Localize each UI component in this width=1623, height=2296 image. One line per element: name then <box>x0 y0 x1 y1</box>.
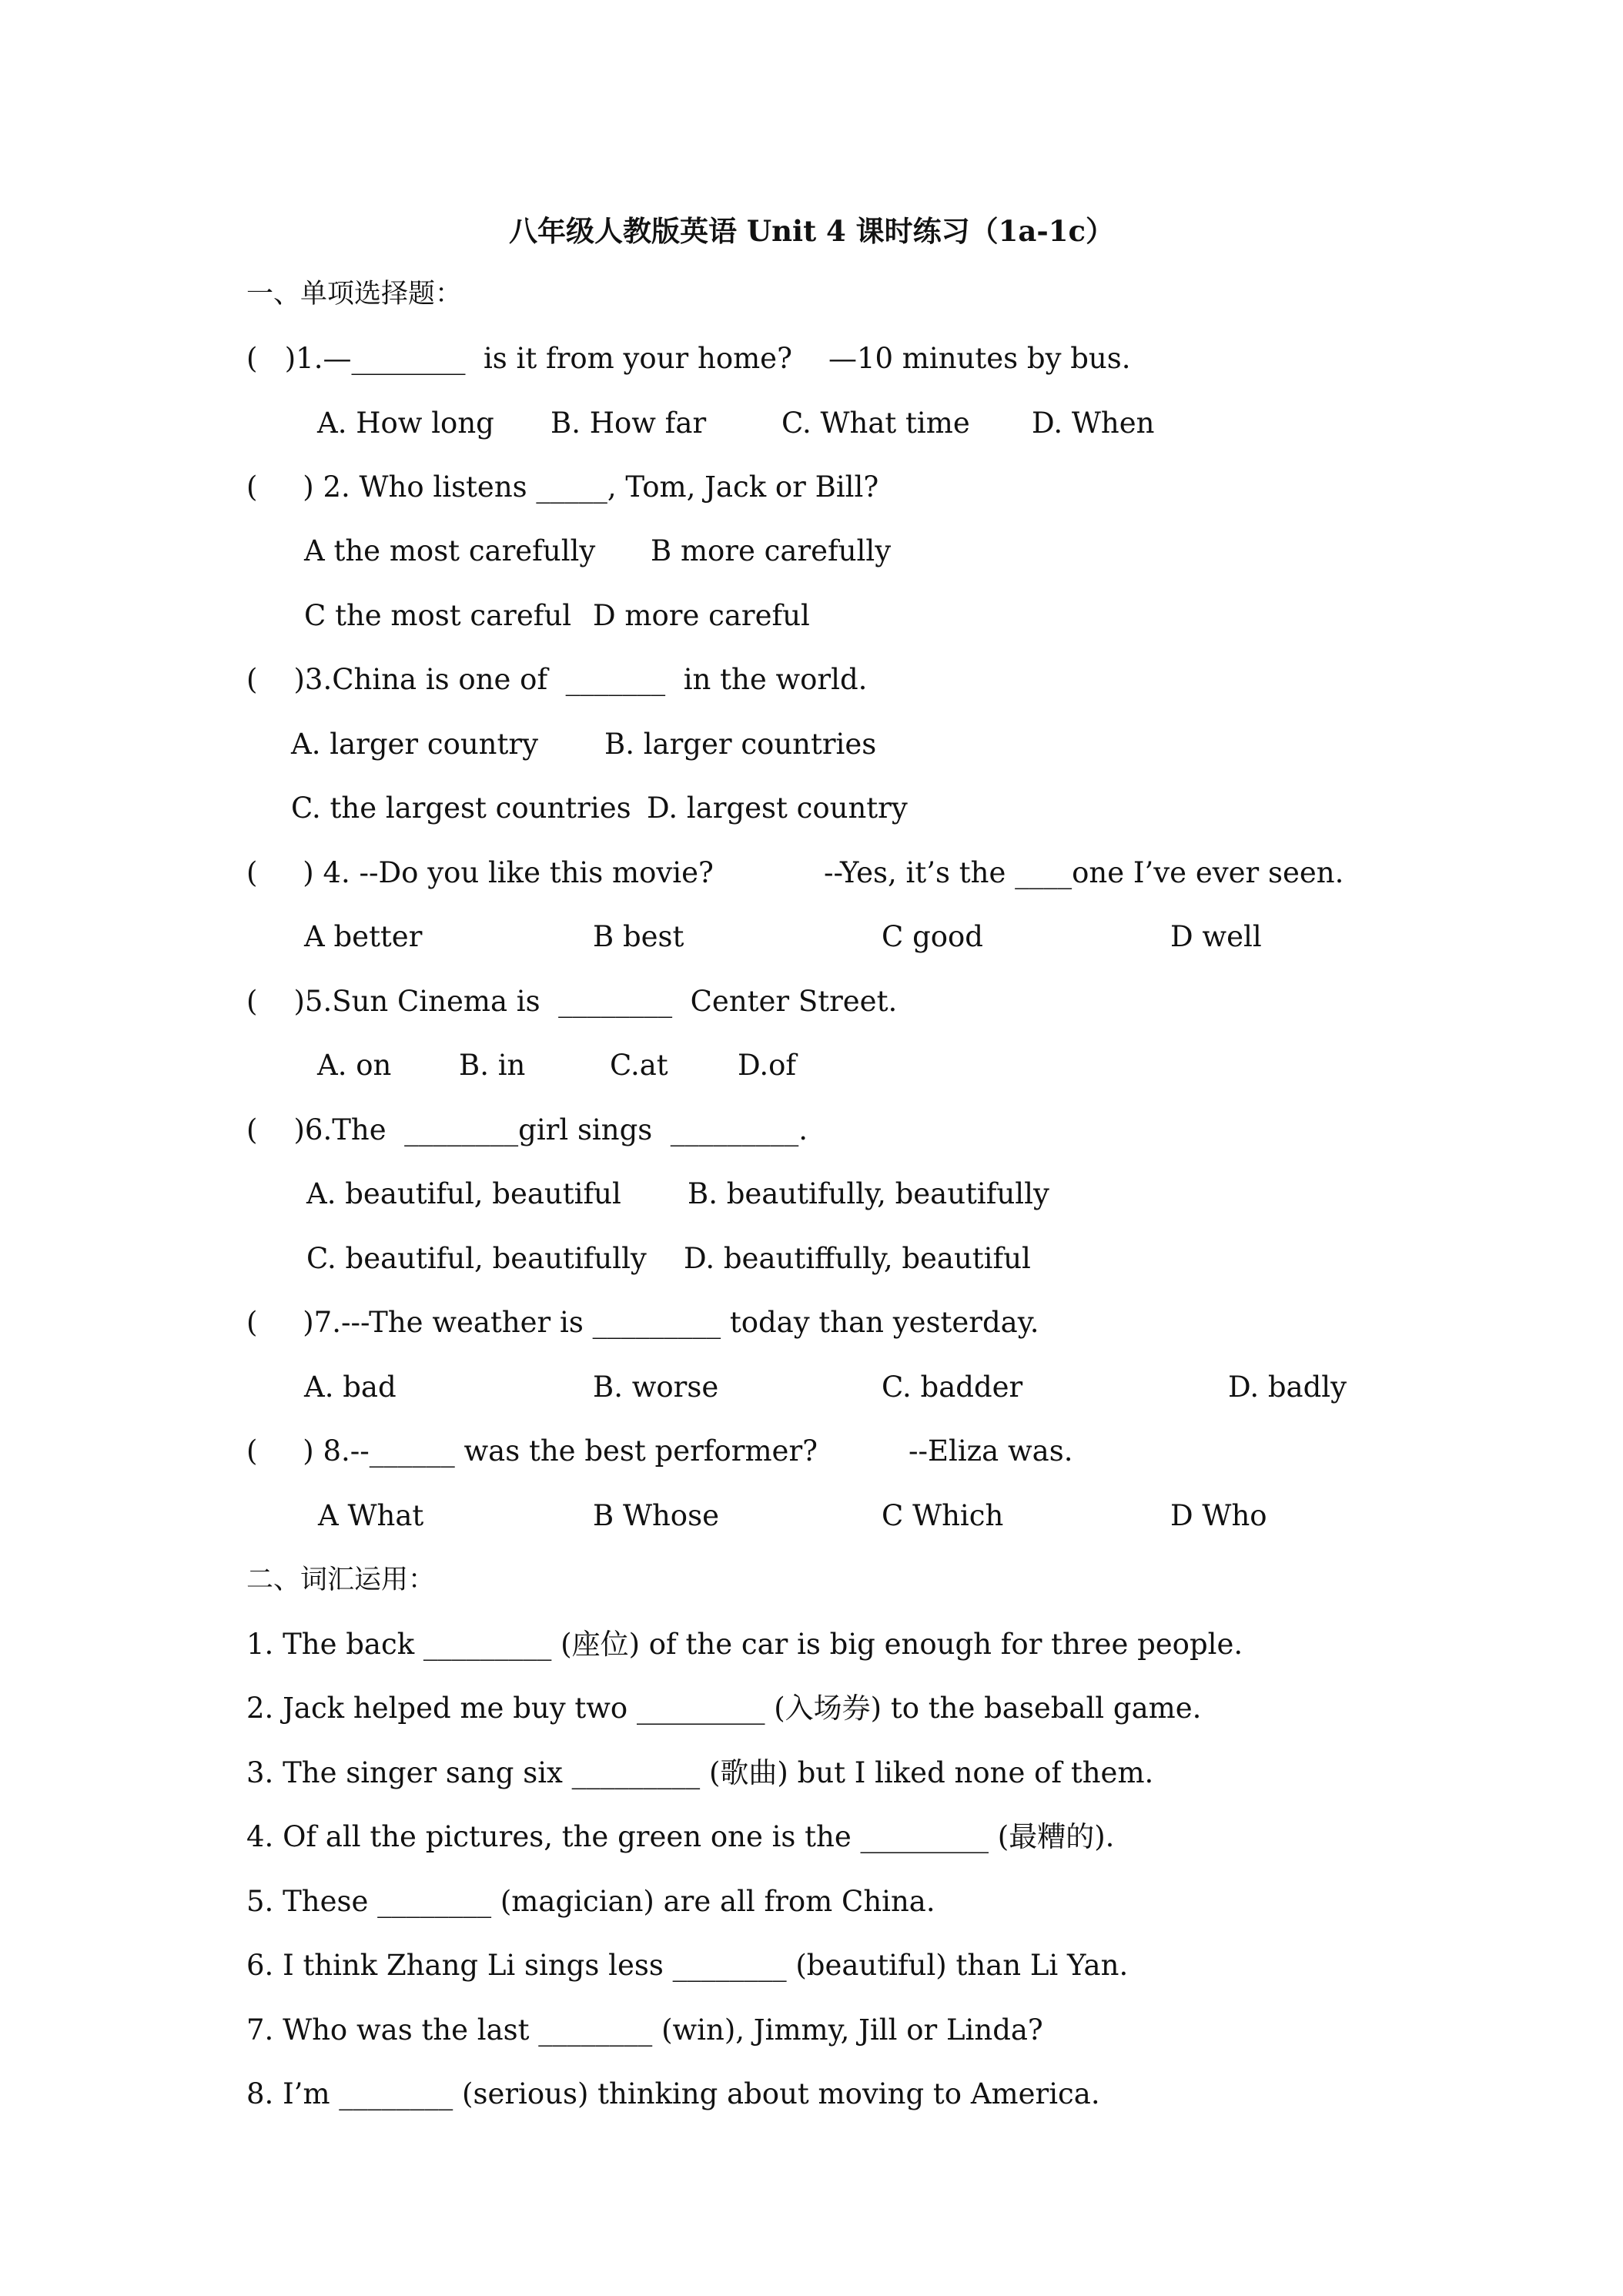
question-7-option-b: B. worse <box>593 1371 719 1404</box>
vocabulary-item-4: 4. Of all the pictures, the green one is the _________ (最糟的). <box>246 1820 1115 1853</box>
question-4-option-b: B best <box>593 920 684 953</box>
question-3-option-a: A. larger country <box>291 728 538 761</box>
vocabulary-item-3: 3. The singer sang six _________ (歌曲) but I liked none of them. <box>246 1756 1154 1789</box>
question-6-option-d: D. beautiffully, beautiful <box>684 1242 1031 1275</box>
question-1-stem: ( )1.—________ is it from your home? —10 minutes by bus. <box>246 342 1131 375</box>
question-1-option-a: A. How long <box>317 407 494 440</box>
question-3-option-c: C. the largest countries <box>291 792 631 825</box>
question-7-option-a: A. bad <box>304 1371 397 1404</box>
question-8-stem: ( ) 8.--______ was the best performer? <box>246 1434 818 1468</box>
question-1-option-c: C. What time <box>781 407 970 440</box>
question-8-option-c: C Which <box>882 1499 1004 1532</box>
question-1-option-b: B. How far <box>550 407 707 440</box>
question-8-option-b: B Whose <box>593 1499 719 1532</box>
question-4-answer-prompt: --Yes, it’s the ____one I’ve ever seen. <box>824 856 1344 889</box>
vocabulary-item-2: 2. Jack helped me buy two _________ (入场券) to the baseball game. <box>246 1692 1202 1725</box>
question-4-option-c: C good <box>882 920 983 953</box>
question-6-option-b: B. beautifully, beautifully <box>688 1177 1049 1210</box>
question-2-option-b: B more carefully <box>651 534 892 567</box>
vocabulary-item-7: 7. Who was the last ________ (win), Jimmy, Jill or Linda? <box>246 2013 1043 2047</box>
question-6-option-a: A. beautiful, beautiful <box>306 1177 621 1210</box>
question-7-option-d: D. badly <box>1228 1371 1347 1404</box>
question-8-answer-prompt: --Eliza was. <box>909 1434 1073 1468</box>
question-6-stem: ( )6.The ________girl sings _________. <box>246 1113 808 1146</box>
question-8-option-d: D Who <box>1170 1499 1267 1532</box>
question-3-option-d: D. largest country <box>647 792 908 825</box>
question-5-option-a: A. on <box>317 1049 392 1082</box>
question-2-stem: ( ) 2. Who listens _____, Tom, Jack or Bill? <box>246 470 879 504</box>
question-7-option-c: C. badder <box>882 1371 1023 1404</box>
question-2-option-c: C the most careful <box>304 599 572 632</box>
question-1-option-d: D. When <box>1032 407 1155 440</box>
question-2-option-a: A the most carefully <box>304 534 596 567</box>
question-7-stem: ( )7.---The weather is _________ today than yesterday. <box>246 1306 1039 1339</box>
question-5-option-d: D.of <box>738 1049 797 1082</box>
page-title: 八年级人教版英语 Unit 4 课时练习（1a-1c） <box>508 214 1115 248</box>
question-3-option-b: B. larger countries <box>604 728 877 761</box>
question-3-stem: ( )3.China is one of _______ in the world. <box>246 663 868 696</box>
question-4-stem: ( ) 4. --Do you like this movie? <box>246 856 714 889</box>
question-5-stem: ( )5.Sun Cinema is ________ Center Street. <box>246 985 898 1018</box>
section-heading-choice: 一、单项选择题： <box>246 279 463 310</box>
question-8-option-a: A What <box>318 1499 424 1532</box>
question-5-option-c: C.at <box>610 1049 668 1082</box>
vocabulary-item-1: 1. The back _________ (座位) of the car is big enough for three people. <box>246 1628 1243 1661</box>
question-4-option-d: D well <box>1170 920 1262 953</box>
question-2-option-d: D more careful <box>593 599 810 632</box>
vocabulary-item-6: 6. I think Zhang Li sings less ________ (beautiful) than Li Yan. <box>246 1949 1129 1982</box>
question-6-option-c: C. beautiful, beautifully <box>306 1242 647 1275</box>
vocabulary-item-5: 5. These ________ (magician) are all from China. <box>246 1885 935 1918</box>
section-heading-vocabulary: 二、词汇运用： <box>246 1565 436 1595</box>
question-4-option-a: A better <box>304 920 423 953</box>
question-5-option-b: B. in <box>459 1049 526 1082</box>
vocabulary-item-8: 8. I’m ________ (serious) thinking about moving to America. <box>246 2077 1100 2110</box>
